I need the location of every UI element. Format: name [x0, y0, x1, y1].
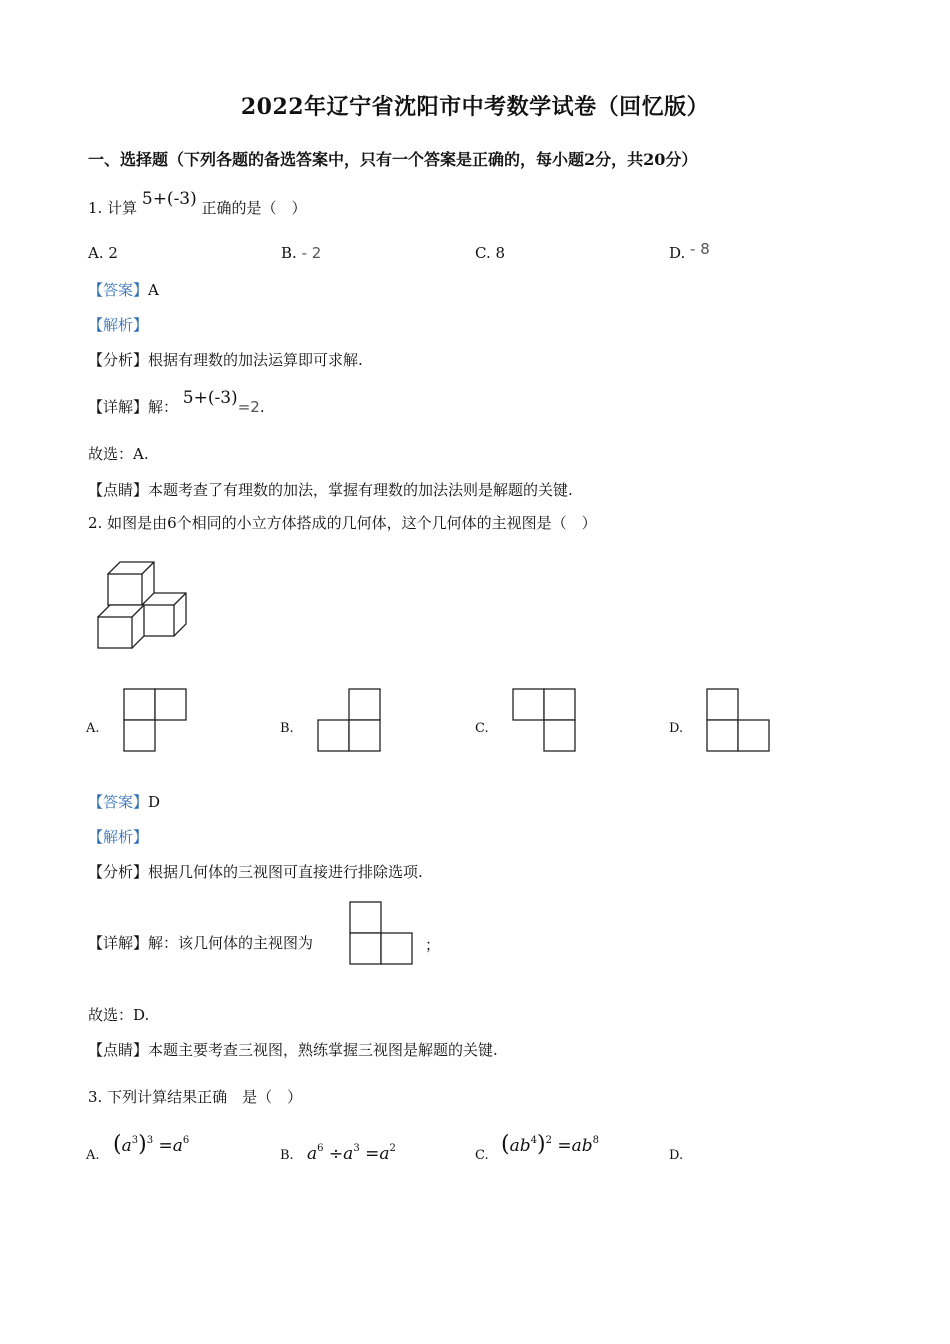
q2-analysis-tag: 【解析】 [88, 828, 149, 846]
q2-option-c-label: C. [475, 721, 489, 736]
q3-option-b-label: B. [280, 1148, 294, 1163]
q2-option-d-figure [706, 688, 770, 752]
q1-option-d: D. - 8 [669, 240, 710, 262]
q3-option-b-expression: $a^6 \div a^3 =a^2$ [307, 1143, 396, 1164]
q2-comment: 【点睛】本题主要考查三视图，熟练掌握三视图是解题的关键. [88, 1041, 498, 1059]
q1-answer: 【答案】A [88, 281, 159, 299]
q2-option-d-label: D. [669, 721, 684, 736]
q1-option-c: C. 8 [475, 244, 506, 262]
q3-option-c-label: C. [475, 1148, 489, 1163]
q1-number: 1. 计算 [88, 199, 138, 217]
q3-stem: 3. 下列计算结果正确 是（ ） [88, 1088, 303, 1106]
q2-detail-figure [349, 901, 413, 965]
q2-choose: 故选：D. [88, 1006, 150, 1024]
q2-fenxi: 【分析】根据几何体的三视图可直接进行排除选项. [88, 863, 423, 881]
q1-option-a: A. 2 [88, 244, 118, 262]
q2-detail: 【详解】解：该几何体的主视图为 [88, 934, 314, 952]
q1-choose: 故选：A. [88, 445, 149, 463]
q2-detail-end: ； [425, 936, 441, 954]
q3-option-d-label: D. [669, 1148, 684, 1163]
q1-analysis-tag: 【解析】 [88, 316, 149, 334]
q2-stem: 2. 如图是由6个相同的小立方体搭成的几何体，这个几何体的主视图是（ ） [88, 514, 597, 532]
q2-option-c-figure [512, 688, 576, 752]
q1-fenxi: 【分析】根据有理数的加法运算即可求解. [88, 351, 363, 369]
q3-option-a-expression: $(a^3)^3 =a^6$ [113, 1132, 190, 1157]
cube-stack-figure [96, 560, 188, 652]
q2-option-a-figure [123, 688, 187, 752]
q2-option-b-label: B. [280, 721, 294, 736]
q1-suffix: 正确的是（ ） [201, 199, 307, 217]
q3-option-c-expression: $(ab^4)^2 =ab^8$ [501, 1132, 600, 1157]
section-heading: 一、选择题（下列各题的备选答案中，只有一个答案是正确的，每小题2分，共20分） [88, 150, 698, 169]
q2-answer: 【答案】D [88, 793, 161, 811]
q1-detail: 【详解】解： 5+(-3)=2. [88, 388, 265, 416]
q1-option-b: B. - 2 [281, 244, 322, 262]
q1-expression: 5+(-3) [141, 189, 197, 209]
q3-option-a-label: A. [86, 1148, 100, 1163]
q1-stem [88, 189, 307, 218]
q2-option-b-figure [317, 688, 381, 752]
q1-comment: 【点睛】本题考查了有理数的加法，掌握有理数的加法法则是解题的关键. [88, 481, 573, 499]
q2-option-a-label: A. [86, 721, 100, 736]
page-title: 2022年辽宁省沈阳市中考数学试卷（回忆版） [240, 94, 710, 120]
